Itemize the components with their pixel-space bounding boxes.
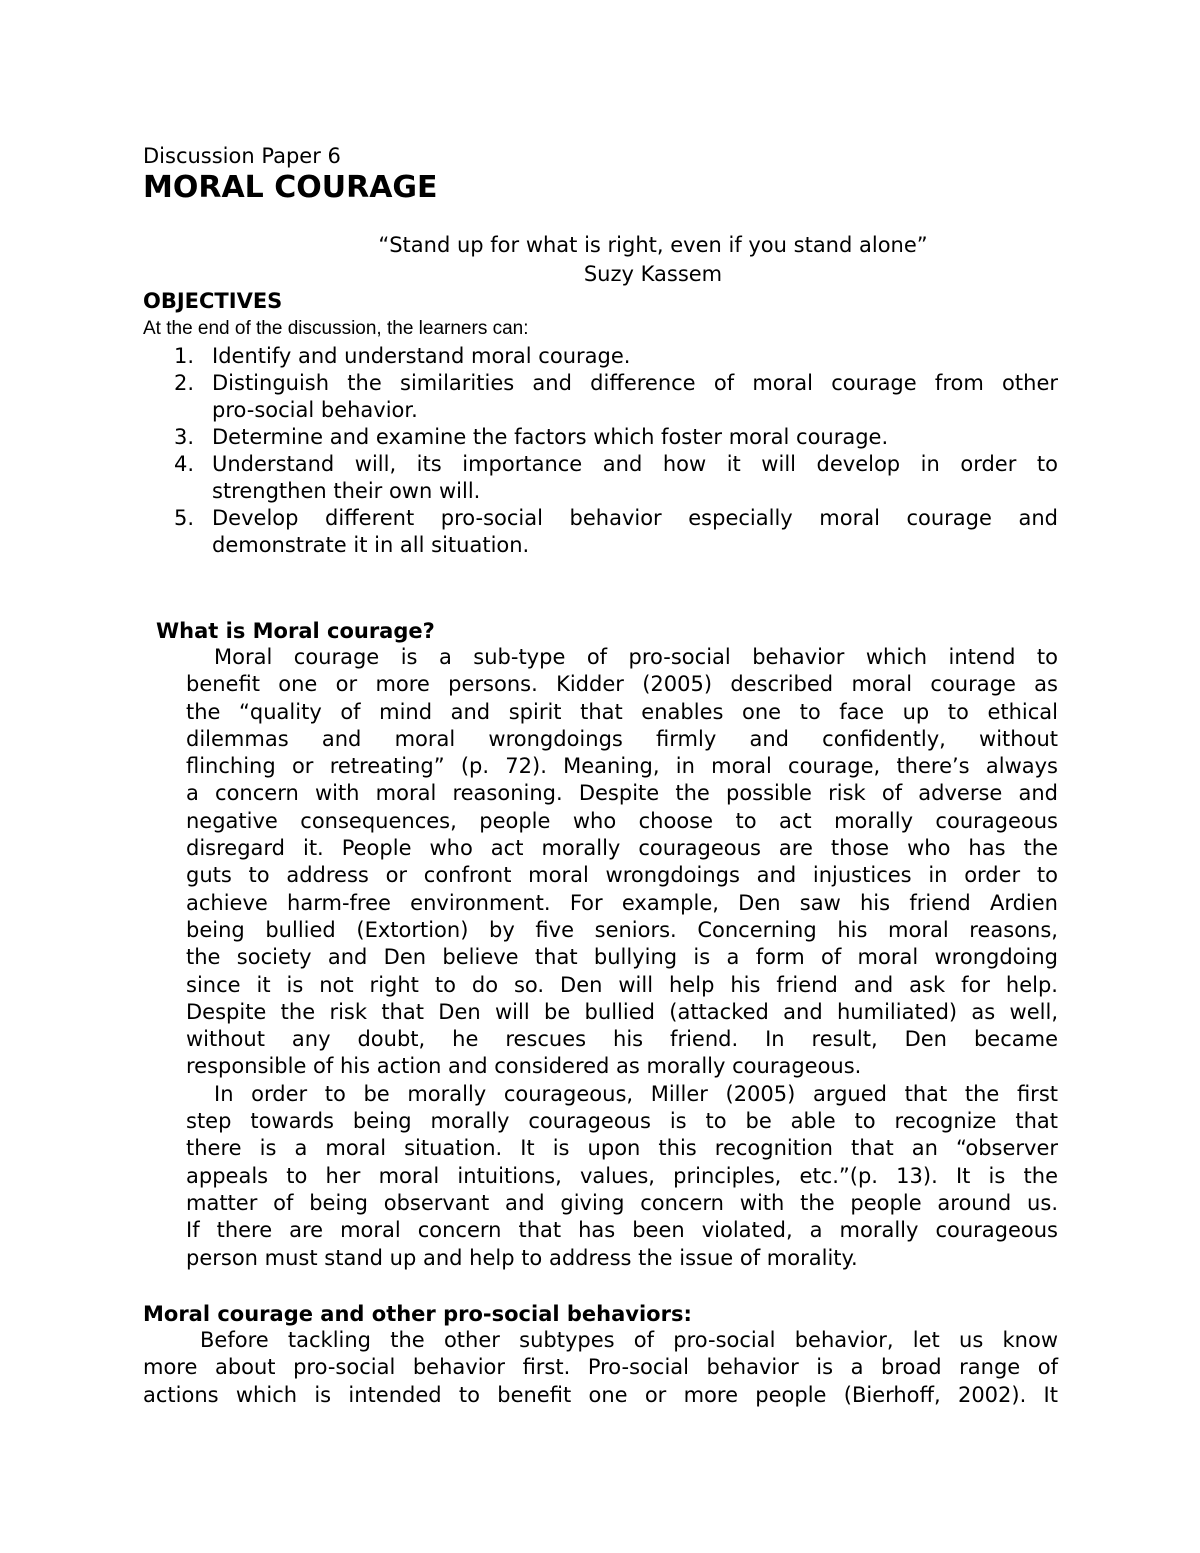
paragraph-line: being bullied (Extortion) by five seniors. Concerning his moral reasons, [186,917,1058,942]
paragraph-line: a concern with moral reasoning. Despite the possible risk of adverse and [186,781,1058,806]
paragraph-line: Moral courage is a sub-type of pro-social behavior which intend to [214,645,1058,669]
paragraph-line: Before tackling the other subtypes of pro-social behavior, let us know [200,1328,1058,1352]
paragraph-line: since it is not right to do so. Den will help his friend and ask for help. [186,972,1058,997]
objectives-list [143,343,1058,559]
paragraph-line: without any doubt, he rescues his friend. In result, Den became [186,1027,1058,1052]
document-title: MORAL COURAGE [143,170,438,205]
section-body-pro-social-behaviors [143,1327,1058,1409]
objective-text: Understand will, its importance and how it will develop in order to [212,452,1058,476]
section-body-what-is-moral-courage [186,644,1058,1272]
objective-text: Develop different pro-social behavior especially moral courage and [212,506,1058,530]
objective-item [143,451,1058,505]
paragraph-line: flinching or retreating” (p. 72). Meaning, in moral courage, there’s always [186,754,1058,779]
paragraph-line: achieve harm-free environment. For example, Den saw his friend Ardien [186,890,1058,915]
objective-text: Identify and understand moral courage. [212,344,631,368]
paragraph-line: there is a moral situation. It is upon this recognition that an “observer [186,1136,1058,1161]
section-heading-pro-social-behaviors: Moral courage and other pro-social behaviors: [143,1302,692,1326]
objective-text: Distinguish the similarities and difference of moral courage from other [212,371,1058,395]
objective-number: 5. [174,506,195,530]
objective-text: pro-social behavior. [212,398,418,422]
objective-text: strengthen their own will. [212,479,481,503]
objective-number: 1. [174,344,195,368]
objective-number: 2. [174,371,195,395]
objective-number: 4. [174,452,195,476]
quote-text: “Stand up for what is right, even if you stand alone” [378,233,928,257]
objectives-intro: At the end of the discussion, the learners can: [143,318,529,339]
paragraph-line: step towards being morally courageous is to be able to recognize that [186,1109,1058,1134]
objective-number: 3. [174,425,195,449]
quote-author: Suzy Kassem [583,262,723,286]
objective-text: Determine and examine the factors which foster moral courage. [212,425,889,449]
paragraph-line: guts to address or confront moral wrongdoings and injustices in order to [186,863,1058,888]
paragraph-line: the “quality of mind and spirit that enables one to face up to ethical [186,699,1058,724]
epigraph [143,231,1163,289]
paragraph-line: actions which is intended to benefit one or more people (Bierhoff, 2002). It [143,1382,1058,1407]
objective-item [143,370,1058,424]
paragraph-line: Despite the risk that Den will be bullied (attacked and humiliated) as well, [186,999,1058,1024]
paragraph-line: benefit one or more persons. Kidder (2005) described moral courage as [186,672,1058,697]
paragraph-line: disregard it. People who act morally courageous are those who has the [186,836,1058,861]
paragraph-line: dilemmas and moral wrongdoings firmly and confidently, without [186,726,1058,751]
paragraph-line: more about pro-social behavior first. Pro-social behavior is a broad range of [143,1355,1058,1380]
paragraph-line: responsible of his action and considered as morally courageous. [186,1054,862,1079]
paragraph-line: appeals to her moral intuitions, values, principles, etc.”(p. 13). It is the [186,1163,1058,1188]
paragraph-line: In order to be morally courageous, Miller (2005) argued that the first [214,1081,1058,1106]
paragraph-line: matter of being observant and giving concern with the people around us. [186,1190,1058,1215]
document-subtitle: Discussion Paper 6 [143,144,341,168]
objective-item [143,505,1058,559]
paragraph-line: If there are moral concern that has been violated, a morally courageous [186,1218,1058,1243]
objective-item [143,343,1058,370]
objectives-heading: OBJECTIVES [143,289,283,313]
objective-text: demonstrate it in all situation. [212,533,530,557]
paragraph-line: person must stand up and help to address the issue of morality. [186,1245,858,1270]
paragraph-line: the society and Den believe that bullying is a form of moral wrongdoing [186,945,1058,970]
objective-item [143,424,1058,451]
section-heading-what-is-moral-courage: What is Moral courage? [156,619,435,643]
paragraph-line: negative consequences, people who choose to act morally courageous [186,808,1058,833]
